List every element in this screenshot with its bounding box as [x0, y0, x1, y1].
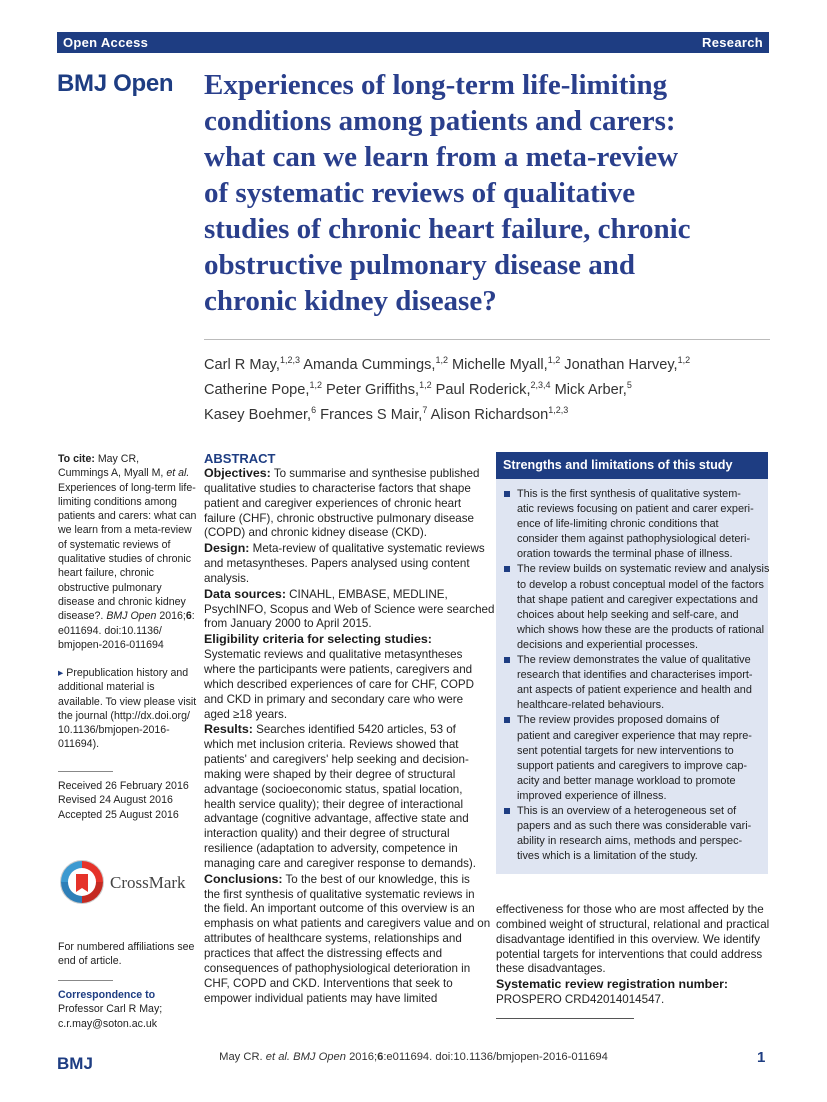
abstract-line: To summarise and synthesise published	[270, 467, 480, 480]
cite-label: To cite:	[58, 453, 95, 465]
item-line: atic reviews focusing on patient and carer experi-	[517, 503, 754, 516]
item-line: The review provides proposed domains of	[517, 714, 720, 727]
abstract-line: advantage (socioeconomic status, spatial location,	[204, 782, 463, 796]
author-affiliation: 1,2,3	[548, 404, 569, 415]
section-label: Research	[702, 35, 763, 50]
sources-label: Data sources:	[204, 586, 286, 601]
author-affiliation: 5	[626, 379, 632, 390]
prepub-line: 10.1136/bmjopen-2016-	[58, 724, 170, 737]
bullet-icon	[504, 808, 510, 814]
criteria-label: Eligibility criteria for selecting studies:	[204, 632, 432, 647]
cite-line: limiting conditions among	[58, 495, 177, 508]
cite-line: May CR,	[97, 453, 140, 465]
conclusions-label: Conclusions:	[204, 871, 283, 886]
abstract-line: consequences of pathophysiological deterioration in	[204, 961, 471, 975]
list-item	[496, 804, 768, 864]
bmj-footer-logo: BMJ	[57, 1054, 93, 1073]
cite-line: heart failure, chronic	[58, 567, 154, 580]
results-label: Results:	[204, 722, 253, 737]
cite-line: Experiences of long-term life-	[58, 481, 196, 494]
abstract-line: analysis.	[204, 571, 250, 585]
abstract-line: the first synthesis of qualitative systematic reviews in	[204, 887, 475, 901]
footer-doi: :e011694. doi:10.1136/bmjopen-2016-011694	[383, 1051, 608, 1063]
objectives-label: Objectives:	[204, 466, 271, 480]
item-line: which shows how these are the products of rational	[517, 623, 764, 636]
prepub-line: available. To view please visit	[58, 695, 197, 708]
bullet-icon	[504, 717, 510, 723]
affiliations-line: For numbered affiliations see	[58, 941, 195, 953]
arrow-icon: ▸	[58, 667, 64, 679]
item-line: choices about help seeking and self-care, and	[517, 608, 739, 621]
article-title	[204, 67, 769, 319]
accepted-date: Accepted 25 August 2016	[58, 808, 179, 821]
abstract-line: (COPD) and chronic kidney disease (CKD).	[204, 526, 427, 540]
correspondence-email[interactable]: c.r.may@soton.ac.uk	[58, 1017, 158, 1030]
item-line: sent potential targets for new interventions to	[517, 744, 734, 757]
journal-logo: BMJ Open	[57, 70, 174, 97]
item-line: This is the first synthesis of qualitative system-	[517, 488, 741, 500]
received-date: Received 26 February 2016	[58, 780, 189, 792]
abstract-line: patients' and caregivers' help seeking and decision-	[204, 753, 469, 767]
author: Michelle Myall,	[447, 356, 548, 373]
abstract-line: qualitative studies to characterise factors that shape	[204, 481, 471, 495]
cite-line: e011694. doi:10.1136/	[58, 624, 162, 637]
abstract-line: resilience (adaptation to adversity, competence in	[204, 842, 458, 856]
title-line: studies of chronic heart failure, chronic	[204, 213, 691, 245]
item-line: to develop a robust conceptual model of the factors	[517, 578, 765, 591]
header-bar	[57, 32, 769, 53]
abstract-line: disadvantage identified in this overview. We identify	[496, 932, 761, 946]
strengths-limitations-box	[496, 452, 768, 874]
sidebar-divider	[58, 980, 113, 981]
item-line: improved experience of illness.	[517, 789, 667, 802]
cite-line: et al.	[166, 467, 190, 480]
abstract-line: where the participants were patients, caregivers and	[204, 662, 473, 676]
abstract-line: Systematic reviews and qualitative metasyntheses	[204, 648, 463, 662]
prepub-line: additional material is	[58, 681, 155, 694]
item-line: This is an overview of a heterogeneous set of	[517, 804, 737, 817]
abstract-line: Searches identified 5420 articles, 53 of	[252, 723, 456, 737]
title-line: Experiences of long-term life-limiting	[204, 69, 668, 101]
abstract-line: advantage (cognitive advantage, affective state and	[204, 812, 469, 826]
list-item	[496, 653, 768, 713]
author-affiliation: 1,2	[435, 355, 448, 365]
citation-block	[58, 452, 197, 652]
abstract-line: and metasyntheses. Papers analysed using content	[204, 557, 470, 571]
author: Frances S Mair,	[316, 406, 423, 423]
bullet-icon	[504, 657, 510, 663]
abstract-line: combined weight of structural, relational and practical	[496, 917, 770, 931]
item-line: tives which is a limitation of the study.	[517, 850, 698, 863]
abstract-line: health service quality); their degree of interactional	[204, 797, 464, 811]
abstract	[204, 451, 495, 1006]
design-label: Design:	[204, 541, 250, 556]
prepub-line: Prepublication history and	[66, 667, 189, 679]
abstract-line: practices that affect the distressing effects and	[204, 947, 443, 960]
abstract-line: emphasis on what patients and caregivers value and on	[204, 917, 491, 931]
cite-journal: BMJ Open	[106, 610, 157, 623]
abstract-line: PsychINFO, Scopus and Web of Science were searched	[204, 602, 495, 616]
author-affiliation: 1,2,3	[279, 355, 300, 365]
abstract-line: making were shaped by their degree of structural	[204, 767, 456, 781]
cite-volume: 6	[185, 610, 192, 623]
footer-year: 2016;	[349, 1051, 378, 1063]
sidebar-divider	[58, 771, 113, 772]
item-line: healthcare-related behaviours.	[517, 699, 665, 712]
crossmark-label: CrossMark	[110, 873, 186, 892]
registration-label: Systematic review registration number:	[496, 977, 729, 992]
item-line: that shape patient and caregiver expectations and	[517, 593, 758, 606]
bullet-icon	[504, 566, 510, 572]
correspondence-block	[58, 988, 192, 1031]
title-line: conditions among patients and carers:	[204, 105, 676, 137]
item-line: oration towards the terminal phase of illness.	[517, 548, 733, 561]
article-dates	[58, 779, 192, 822]
cite-year: 2016;	[159, 610, 186, 623]
strengths-list	[496, 487, 768, 864]
title-line: chronic kidney disease?	[204, 285, 497, 317]
abstract-line: Meta-review of qualitative systematic reviews	[249, 542, 485, 556]
abstract-line: these disadvantages.	[496, 962, 606, 976]
title-line: what can we learn from a meta-review	[204, 141, 679, 173]
prepublication-note	[58, 666, 197, 752]
item-line: support patients and caregivers to improve cap-	[517, 759, 748, 772]
footer-volume: 6	[377, 1051, 384, 1063]
page-number: 1	[757, 1049, 766, 1066]
footnote-divider	[496, 1018, 634, 1019]
cite-line: bmjopen-2016-011694	[58, 638, 164, 651]
abstract-heading: ABSTRACT	[204, 451, 276, 466]
item-line: papers and as such there was considerable vari-	[517, 820, 752, 833]
item-line: patient and caregiver experience that may repre-	[517, 729, 752, 742]
abstract-line: and CKD in primary and secondary care who were	[204, 692, 464, 706]
cite-line: disease and chronic kidney	[58, 595, 186, 608]
cite-line: we learn from a meta-review	[58, 524, 192, 537]
crossmark-icon	[60, 858, 190, 908]
abstract-line: aged ≥18 years.	[204, 707, 288, 721]
footer-author: May CR.	[219, 1051, 263, 1063]
cite-colon: :	[191, 610, 195, 623]
abstract-line: To the best of our knowledge, this is	[282, 872, 470, 886]
author: Kasey Boehmer,	[204, 406, 312, 423]
abstract-line: from January 2000 to April 2015.	[204, 617, 372, 631]
item-line: ence of life-limiting chronic conditions that	[517, 518, 719, 531]
abstract-line: empower individual patients may have limited	[204, 991, 438, 1005]
affiliations-note	[58, 940, 195, 969]
box-header	[496, 452, 768, 479]
cite-line: qualitative studies of chronic	[58, 553, 192, 566]
item-line: ability in research aims, methods and perspec-	[517, 835, 743, 848]
title-divider	[204, 339, 770, 340]
correspondence-name: Professor Carl R May;	[58, 1003, 163, 1016]
footer-journal: et al. BMJ Open	[265, 1051, 346, 1063]
affiliations-line: end of article.	[58, 955, 122, 968]
author-affiliation: 1,2	[677, 355, 691, 365]
author: Amanda Cummings,	[299, 356, 436, 373]
author-list	[204, 350, 774, 425]
item-line: acity and better manage workload to promote	[517, 774, 736, 787]
author: Mick Arber,	[550, 381, 627, 398]
cite-line: obstructive pulmonary	[58, 581, 162, 594]
item-line: The review builds on systematic review and analysis	[517, 563, 770, 576]
abstract-line: CINAHL, EMBASE, MEDLINE,	[285, 587, 448, 601]
author-affiliation: 1,2	[309, 379, 322, 390]
author: Paul Roderick,	[431, 381, 531, 398]
revised-date: Revised 24 August 2016	[58, 794, 173, 807]
item-line: ant aspects of patient experience and health and	[517, 684, 752, 697]
prepub-line: the journal (http://dx.doi.org/	[58, 709, 190, 722]
author-affiliation: 1,2	[547, 355, 561, 365]
list-item	[496, 562, 768, 653]
item-line: The review demonstrates the value of qualitative	[517, 654, 751, 667]
list-item	[496, 713, 768, 804]
author-affiliation: 7	[422, 404, 428, 415]
title-line: obstructive pulmonary disease and	[204, 249, 636, 281]
box-heading: Strengths and limitations of this study	[503, 458, 733, 472]
author: Carl R May,	[204, 356, 280, 373]
author-affiliation: 6	[311, 404, 317, 415]
list-item	[496, 487, 768, 562]
author: Jonathan Harvey,	[560, 356, 678, 373]
item-line: decisions and experiential processes.	[517, 638, 699, 651]
cite-line: patients and carers: what can	[58, 510, 197, 523]
abstract-line: interaction quality) and their degree of structural	[204, 827, 450, 841]
abstract-line: the field. An important outcome of this overview is an	[204, 902, 475, 916]
abstract-line: potential targets for interventions that could address	[496, 947, 763, 961]
abstract-line: attributes of healthcare systems, relationships and	[204, 932, 462, 946]
registration-number: PROSPERO CRD42014014547.	[496, 993, 665, 1007]
author-affiliation: 2,3,4	[530, 379, 551, 390]
correspondence-label: Correspondence to	[58, 989, 156, 1001]
abstract-line: which met inclusion criteria. Reviews showed that	[204, 738, 459, 752]
crossmark-badge[interactable]	[60, 858, 190, 908]
author-affiliation: 1,2	[419, 379, 432, 390]
abstract-line: managing care and caregiver response to demands).	[204, 856, 476, 870]
abstract-line: patient and caregiver experiences of chronic heart	[204, 496, 462, 510]
item-line: consider them against pathophysiological deteri-	[517, 533, 751, 546]
cite-line: Cummings A, Myall M,	[58, 467, 164, 480]
cite-line: of systematic reviews of	[58, 538, 171, 551]
title-line: of systematic reviews of qualitative	[204, 177, 636, 209]
abstract-line: which described experiences of care for CHF, COPD	[204, 677, 474, 691]
author: Peter Griffiths,	[322, 381, 420, 398]
author: Alison Richardson	[427, 406, 549, 423]
cite-line: disease?.	[58, 610, 104, 623]
bullet-icon	[504, 491, 510, 497]
abstract-line: failure (CHF), chronic obstructive pulmonary disease	[204, 511, 474, 525]
footer-citation	[0, 1051, 827, 1063]
open-access-label: Open Access	[63, 35, 149, 50]
item-line: research that identifies and characterises import-	[517, 669, 753, 682]
author: Catherine Pope,	[204, 381, 310, 398]
prepub-line: 011694).	[58, 738, 100, 751]
abstract-continuation	[496, 903, 768, 1008]
abstract-line: effectiveness for those who are most affected by the	[496, 903, 764, 916]
abstract-line: CHF, COPD and CKD. Interventions that seek to	[204, 976, 453, 990]
